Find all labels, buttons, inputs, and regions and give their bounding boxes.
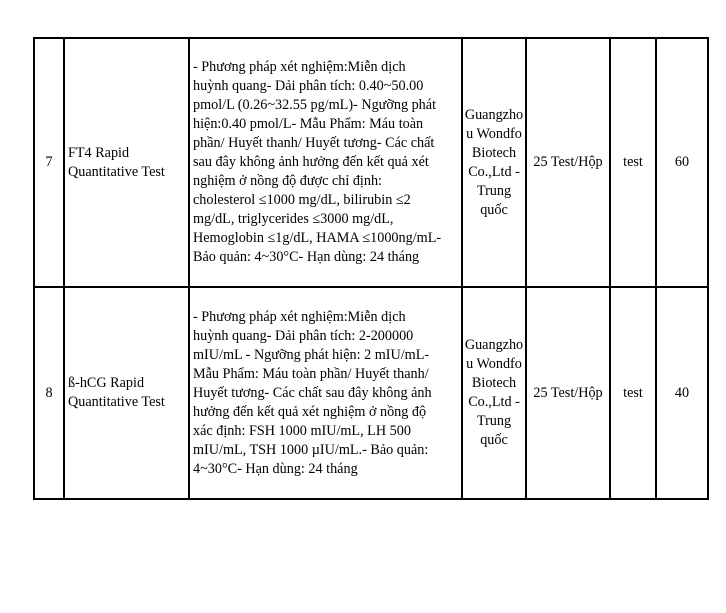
product-name: ß-hCG Rapid Quantitative Test <box>64 287 189 499</box>
manufacturer-text: Guangzho u Wondfo Biotech Co.,Ltd - Trung quốc <box>464 337 524 448</box>
product-specification <box>189 287 462 499</box>
manufacturer-text: Guangzho u Wondfo Biotech Co.,Ltd - Trung quốc <box>464 106 524 218</box>
quantity: 40 <box>656 287 708 499</box>
table-row <box>34 38 708 287</box>
specification-text: - Phương pháp xét nghiệm:Miễn dịch huỳnh quang- Dải phân tích: 0.40~50.00 pmol/L (0.26~32.55 pg/mL)- Ngưỡng phát hiện:0.40 pmol/L- Mẫu Phẩm: Máu toàn phần/ Huyết thanh/ Huyết tương- Các chất sau đây không ảnh hưởng đến kết quả xét nghiệm ở nồng độ được chỉ định: cholesterol ≤1000 mg/dL, bilirubin ≤2 mg/dL, triglycerides ≤3000 mg/dL, Hemoglobin ≤1g/dL, HAMA ≤1000ng/mL- Bảo quản: 4~30°C- Hạn dùng: 24 tháng <box>193 59 442 265</box>
unit: test <box>610 38 656 287</box>
manufacturer <box>462 287 526 499</box>
product-table <box>33 37 709 500</box>
specification-text: - Phương pháp xét nghiệm:Miễn dịch huỳnh quang- Dải phân tích: 2-200000 mIU/mL - Ngưỡng phát hiện: 2 mIU/mL- Mẫu Phẩm: Máu toàn phần/ Huyết thanh/ Huyết tương- Các chất sau đây không ảnh hưởng đến kết quả xét nghiệm ở nồng độ xác định: FSH 1000 mIU/mL, LH 500 mIU/mL, TSH 1000 µIU/mL.- Bảo quản: 4~30°C- Hạn dùng: 24 tháng <box>193 308 432 477</box>
table-row <box>34 287 708 499</box>
packing: 25 Test/Hộp <box>526 287 610 499</box>
row-number: 8 <box>34 287 64 499</box>
packing: 25 Test/Hộp <box>526 38 610 287</box>
row-number: 7 <box>34 38 64 287</box>
quantity: 60 <box>656 38 708 287</box>
product-specification <box>189 38 462 287</box>
unit: test <box>610 287 656 499</box>
product-name: FT4 Rapid Quantitative Test <box>64 38 189 287</box>
manufacturer <box>462 38 526 287</box>
